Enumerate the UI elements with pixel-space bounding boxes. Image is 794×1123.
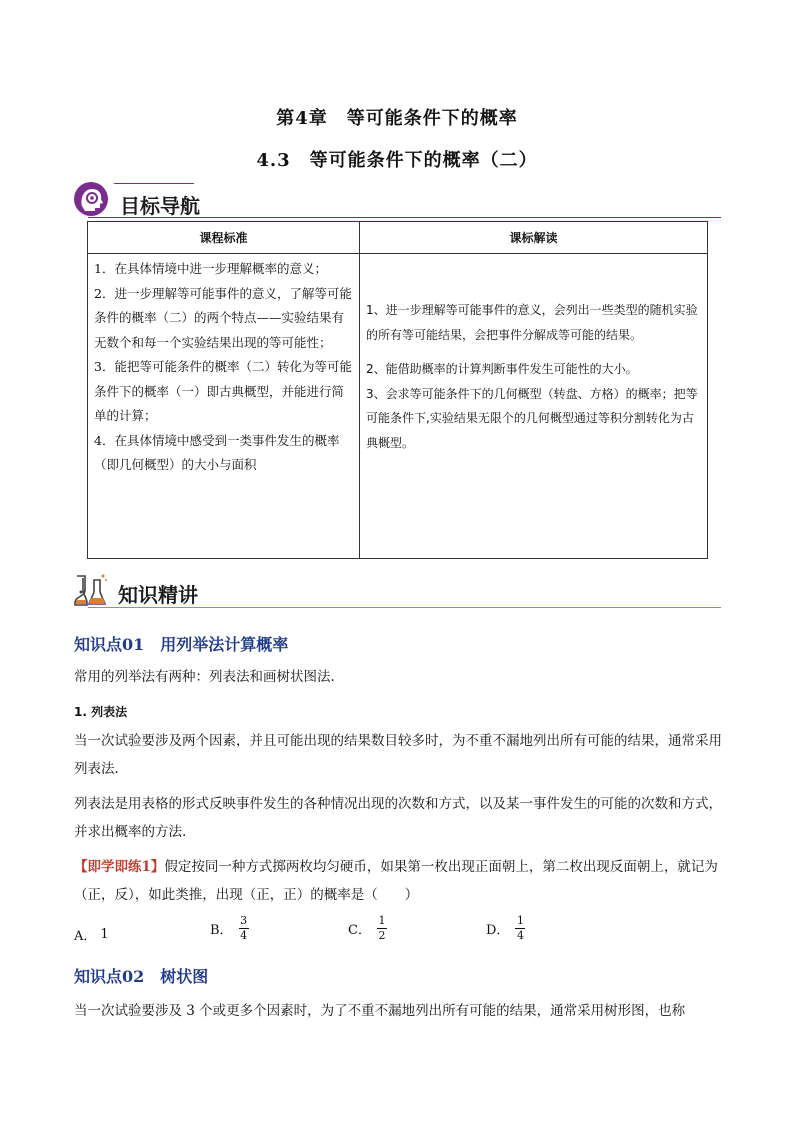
knowledge-point-1-title: 用列举法计算概率 xyxy=(160,635,289,654)
interpretation-item: 2、能借助概率的计算判断事件发生可能性的大小。 xyxy=(366,362,638,376)
option-b-label: B． xyxy=(210,923,233,938)
interpretation-item: 3、会求等可能条件下的几何概型（转盘、方格）的概率；把等可能条件下,实验结果无限个的几何概型通过等积分割转化为古典概型。 xyxy=(366,386,698,450)
banner-knowledge-label: 知识精讲 xyxy=(118,583,198,607)
head-gears-icon xyxy=(72,180,110,218)
banner-knowledge-rule xyxy=(88,607,721,608)
list-method-paragraph-1: 当一次试验要涉及两个因素，并且可能出现的结果数目较多时，为不重不漏地列出所有可能的结果，通常采用列表法. xyxy=(74,733,722,777)
flask-icon xyxy=(72,570,110,608)
standard-item: 2．进一步理解等可能事件的意义，了解等可能条件的概率（二）的两个特点——实验结果有无数个和每一个实验结果出现的等可能性； xyxy=(94,285,352,350)
option-c-fraction: $\frac{1}{2}$ xyxy=(378,914,386,942)
interpretation-cell xyxy=(360,254,708,559)
knowledge-point-1-intro: 常用的列举法有两种：列表法和画树状图法. xyxy=(74,669,335,685)
tree-diagram-paragraph: 当一次试验要涉及 3 个或更多个因素时，为了不重不漏地列出所有可能的结果，通常采用树形图，也称 xyxy=(74,1003,686,1019)
option-b xyxy=(210,915,249,942)
option-a xyxy=(74,925,109,944)
standard-cell xyxy=(88,254,360,559)
banner-goals-label: 目标导航 xyxy=(120,194,200,218)
knowledge-point-1-heading xyxy=(74,632,288,655)
knowledge-point-1-number: 知识点01 xyxy=(74,635,145,654)
banner-goals-rule xyxy=(88,217,721,218)
standard-item: 4．在具体情境中感受到一类事件发生的概率（即几何概型）的大小与面积 xyxy=(94,432,340,472)
option-c xyxy=(348,915,387,942)
practice-tag: 【即学即练1】 xyxy=(74,859,165,875)
banner-goals-topline xyxy=(114,183,194,184)
knowledge-point-2-heading xyxy=(74,964,208,987)
standards-table xyxy=(87,221,708,559)
option-b-fraction: $\frac{3}{4}$ xyxy=(240,914,248,942)
standard-item: 3．能把等可能条件的概率（二）转化为等可能条件下的概率（一）即古典概型，并能进行简单的计算； xyxy=(94,359,352,423)
knowledge-point-2-title: 树状图 xyxy=(160,967,209,986)
option-a-value: 1 xyxy=(100,927,109,942)
chapter-title: 第4章 等可能条件下的概率 xyxy=(276,108,518,129)
option-d-label: D． xyxy=(486,923,510,938)
list-method-paragraph-2: 列表法是用表格的形式反映事件发生的各种情况出现的次数和方式，以及某一事件发生的可能的次数和方式，并求出概率的方法. xyxy=(74,796,722,840)
interpretation-item: 1、进一步理解等可能事件的意义，会列出一些类型的随机实验的所有等可能结果，会把事件分解成等可能的结果。 xyxy=(366,303,698,342)
practice-text: 假定按同一种方式掷两枚均匀硬币，如果第一枚出现正面朝上，第二枚出现反面朝上，就记为（正，反），如此类推，出现（正，正）的概率是（ ） xyxy=(74,859,718,903)
option-d xyxy=(486,915,525,942)
practice-question xyxy=(74,853,724,909)
section-title: 4.3 等可能条件下的概率（二） xyxy=(256,150,538,171)
option-a-label: A． xyxy=(74,929,97,944)
knowledge-point-2-number: 知识点02 xyxy=(74,967,145,986)
standard-item: 1．在具体情境中进一步理解概率的意义； xyxy=(94,261,327,276)
table-header-standard: 课程标准 xyxy=(88,222,360,254)
subheading-list-method: 1. 列表法 xyxy=(74,705,128,719)
table-header-interpretation: 课标解读 xyxy=(360,222,708,254)
option-d-fraction: $\frac{1}{4}$ xyxy=(516,914,524,942)
option-c-label: C． xyxy=(348,923,371,938)
